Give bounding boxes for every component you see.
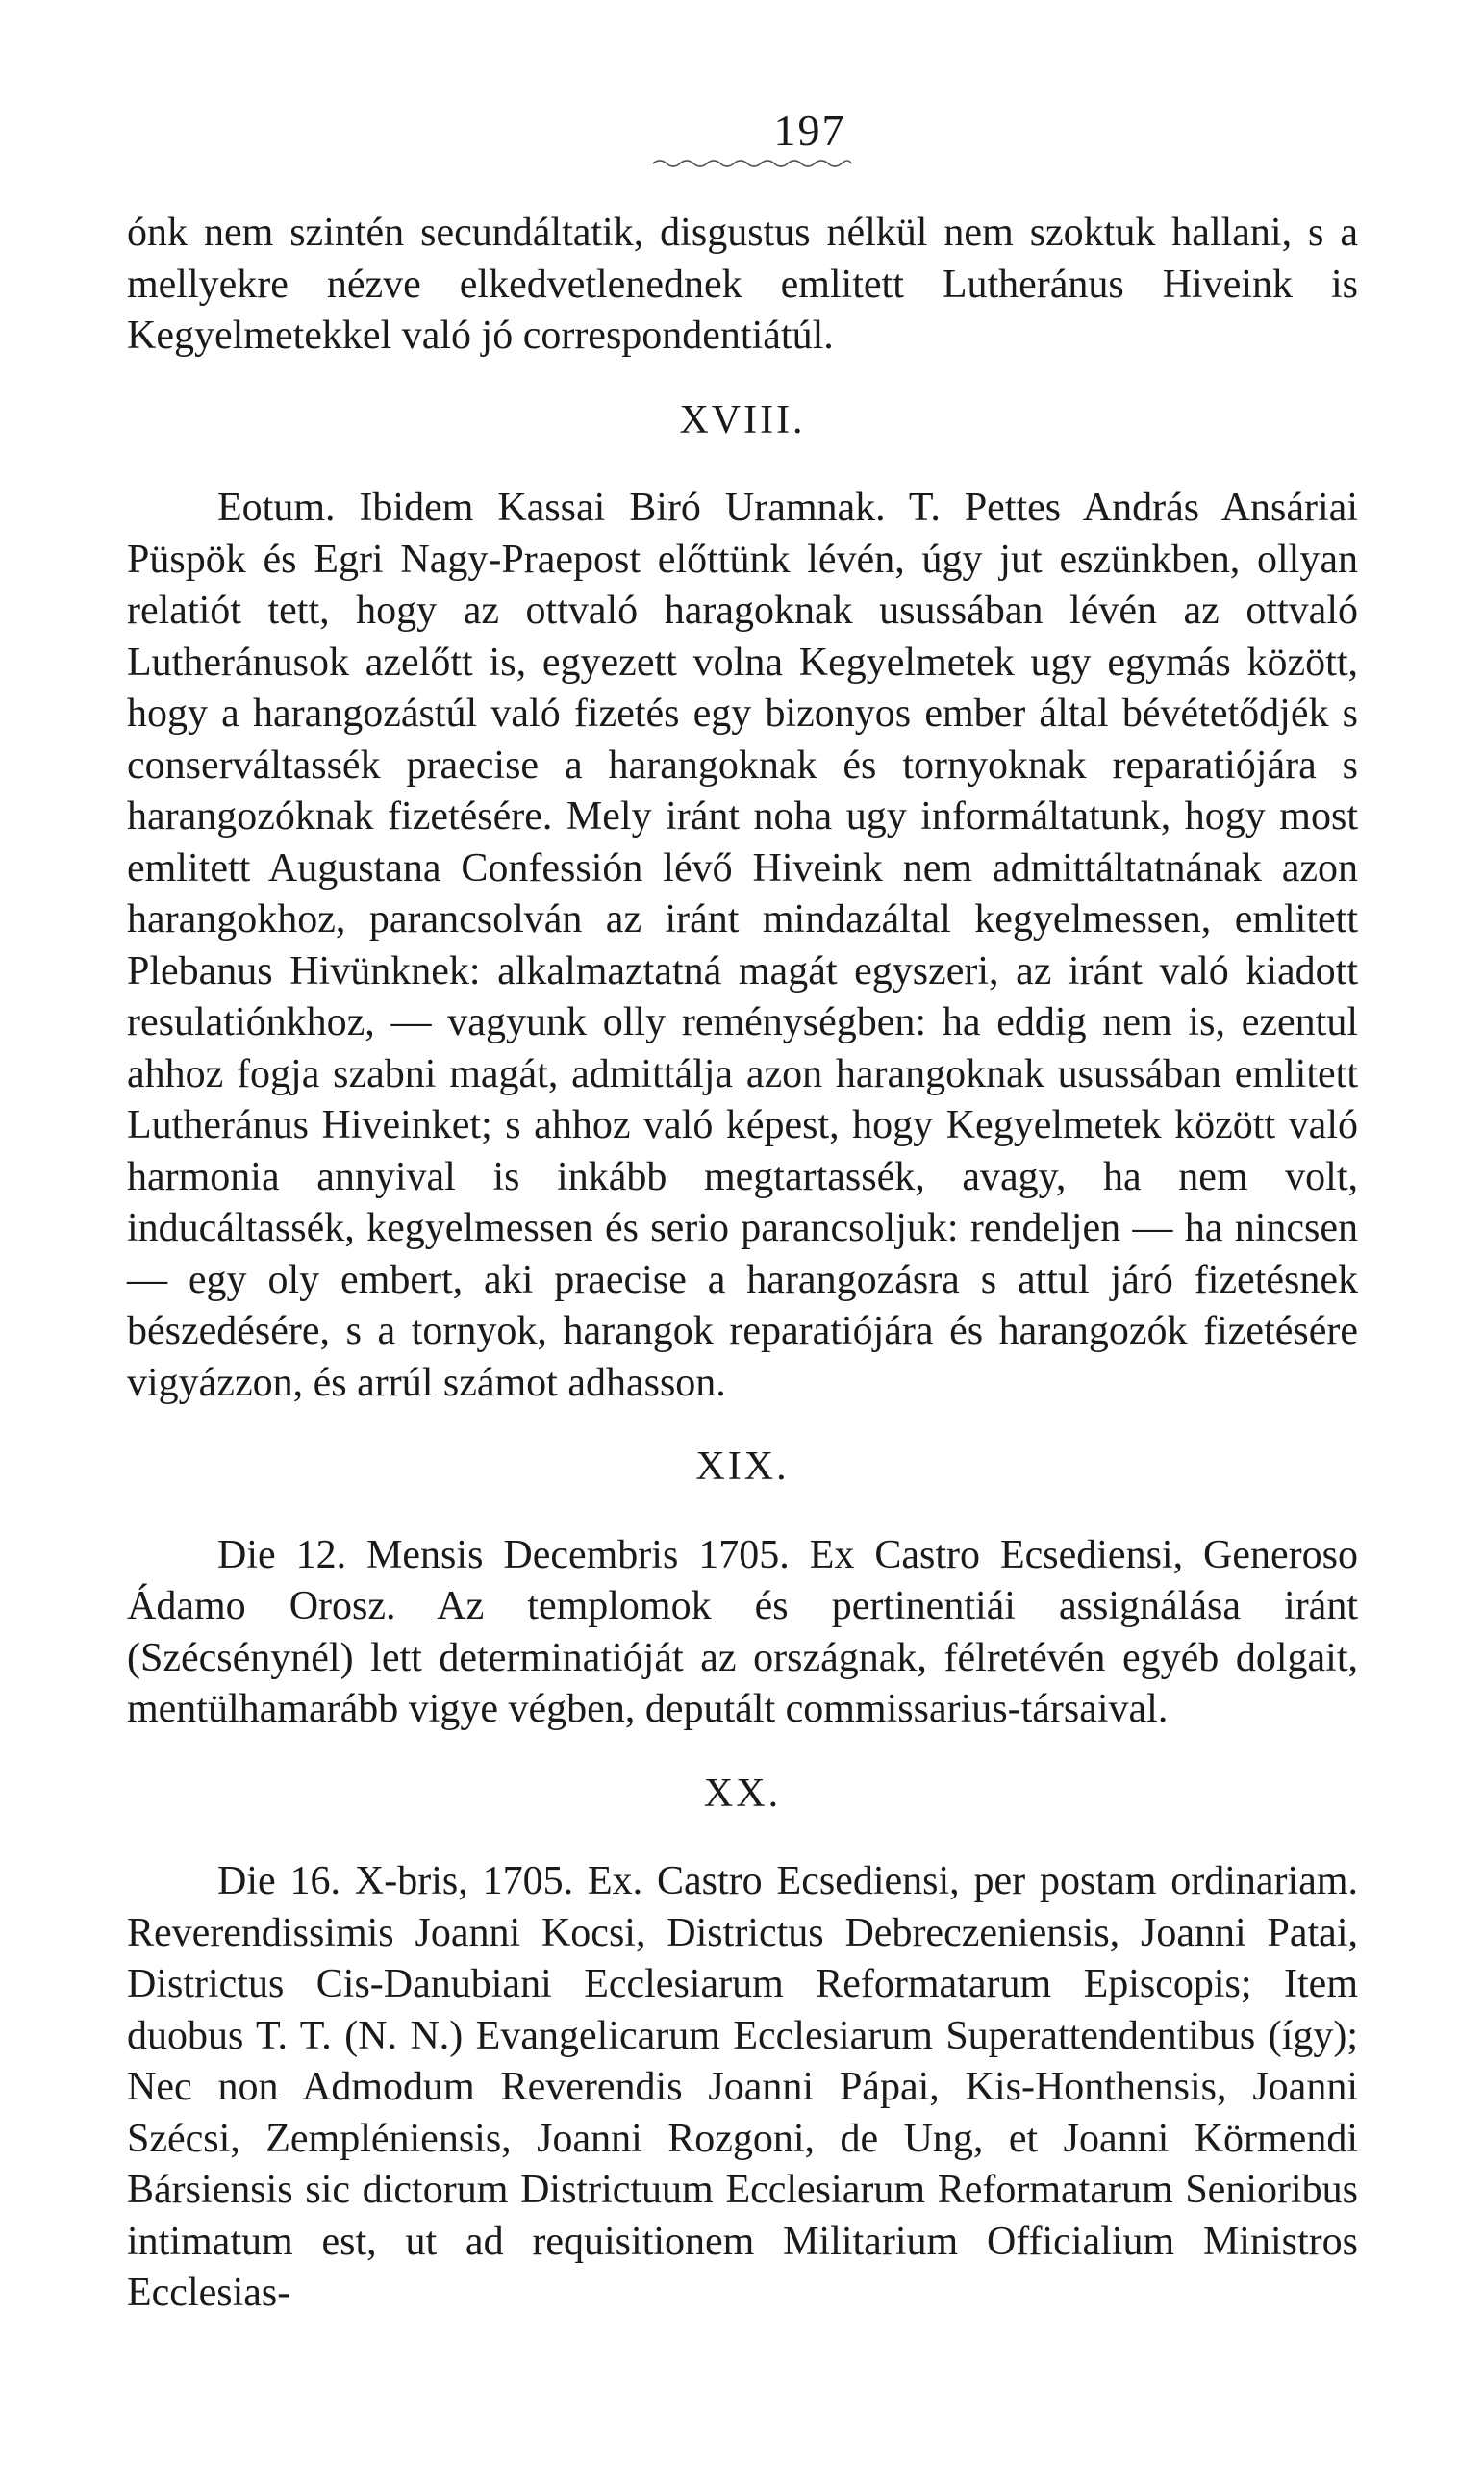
section-heading-18: XVIII. [679,397,806,442]
section-19-paragraph: Die 12. Mensis Decembris 1705. Ex Castro Ecsediensi, Generoso Ádamo Orosz. Az templomok és pertinentiái assignálása iránt (Szécsénynél) lett determinatióját az országnak, félretévén egyéb dolgait, mentülhamarább vigye végben, deputált commissarius-társaival. [127,1532,1358,1731]
section-heading-19: XIX. [695,1445,790,1489]
ornament-divider-icon [651,156,853,171]
section-18-paragraph: Eotum. Ibidem Kassai Biró Uramnak. T. Pettes András Ansáriai Püspök és Egri Nagy-Praepost előttünk lévén, úgy jut eszünkben, ollyan relatiót tett, hogy az ottvaló haragoknak usussában lévén az ottvaló Lutheránusok azelőtt is, egyezett volna Kegyelmetek ugy egymás között, hogy a harangozástúl való fizetés egy bizonyos ember által bévétetődjék s conserváltassék praecise a harangoknak és tornyoknak reparatiójára s harangozóknak fizetésére. Mely iránt noha ugy informáltatunk, hogy most emlitett Augustana Confessión lévő Hiveink nem admittáltatnának azon harangokhoz, parancsolván az iránt mindazáltal kegyelmessen, emlitett Plebanus Hivünknek: alkalmaztatná magát egyszeri, az iránt való kiadott resulatiónkhoz, — vagyunk olly reménységben: ha eddig nem is, ezentul ahhoz fogja szabni magát, admittálja azon harangoknak usussában emlitett Lutheránus Hiveinket; s ahhoz való képest, hogy Kegyelmetek között való harmonia annyival is inkább megtartassék, avagy, ha nem volt, inducáltassék, kegyelmessen és serio parancsoljuk: rendeljen — ha nincsen — egy oly embert, aki praecise a harangozásra s attul járó fizetésnek bészedésére, s a tornyok, harangok reparatiójára és harangozók fizetésére vigyázzon, és arrúl számot adhasson. [127,486,1358,1405]
document-page [127,106,1358,2320]
section-heading-20: XX. [703,1771,782,1816]
intro-paragraph: ónk nem szintén secundáltatik, disgustus nélkül nem szoktuk hallani, s a mellyekre nézve elkedvetlenednek emlitett Lutheránus Hiveink is Kegyelmetekkel való jó correspondentiátúl. [127,211,1358,358]
section-20-paragraph: Die 16. X-bris, 1705. Ex. Castro Ecsediensi, per postam ordinariam. Reverendissimis Joanni Kocsi, Districtus Debreczeniensis, Joanni Patai, Districtus Cis-Danubiani Ecclesiarum Reformatarum Episcopis; Item duobus T. T. (N. N.) Evangelicarum Ecclesiarum Superattendentibus (így); Nec non Admodum Reverendis Joanni Pápai, Kis-Honthensis, Joanni Szécsi, Zempléniensis, Joanni Rozgoni, de Ung, et Joanni Körmendi Bársiensis sic dictorum Districtuum Ecclesiarum Reformatarum Senioribus intimatum est, ut ad requisitionem Militarium Officialium Ministros Ecclesias- [127,1859,1358,2315]
page-number: 197 [773,106,846,155]
